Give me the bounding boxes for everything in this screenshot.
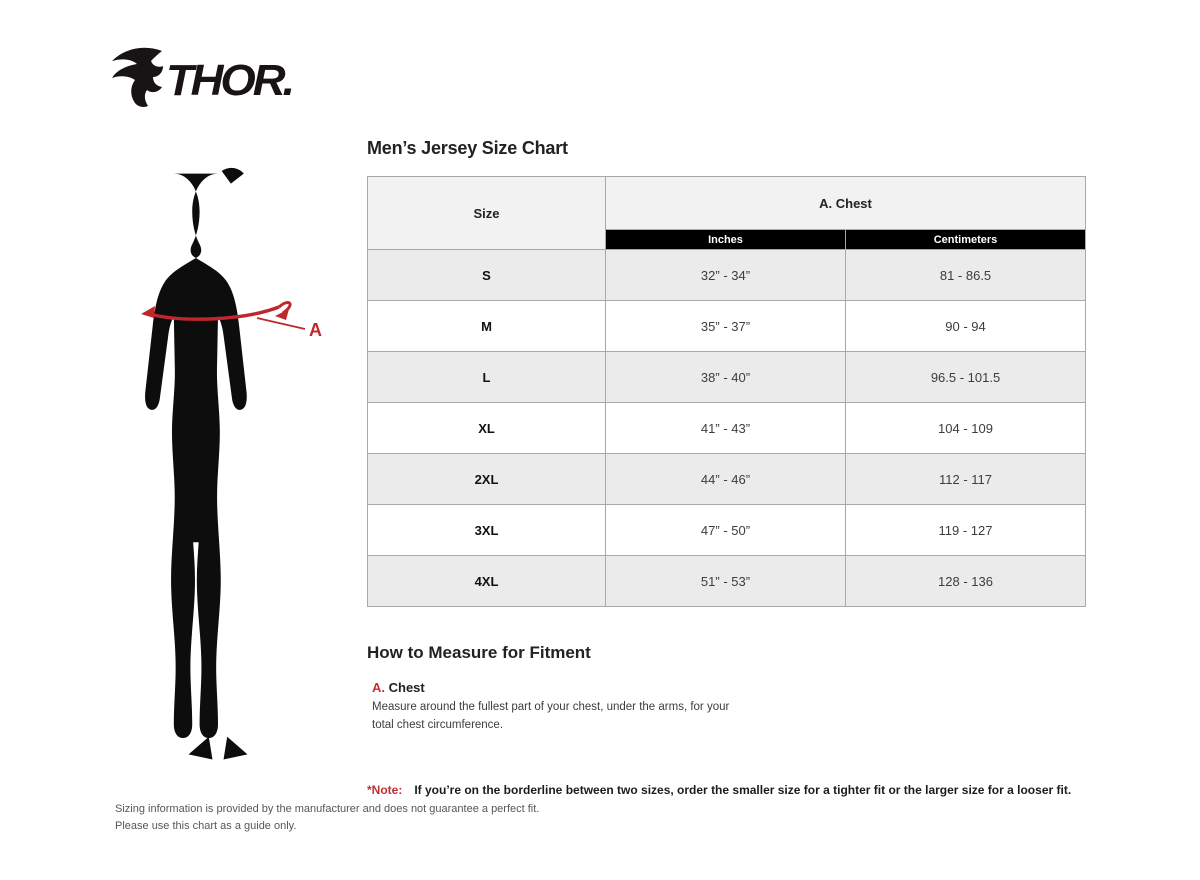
disclaimer-line-2: Please use this chart as a guide only.	[115, 819, 297, 832]
centimeters-value: 112 - 117	[846, 454, 1086, 505]
table-row-l	[368, 352, 1086, 403]
measure-item-label: Chest	[388, 680, 425, 695]
size-label: L	[368, 352, 606, 403]
centimeters-value: 104 - 109	[846, 403, 1086, 454]
column-header-centimeters: Centimeters	[846, 230, 1086, 250]
thor-horned-head-icon	[112, 48, 163, 107]
thor-logo	[110, 44, 295, 108]
measure-item-heading	[372, 680, 1085, 695]
measure-item-description: Measure around the fullest part of your chest, under the arms, for your total chest circumference.	[372, 701, 730, 731]
inches-value: 44” - 46”	[606, 454, 846, 505]
column-header-chest-group: A. Chest	[606, 177, 1086, 230]
inches-value: 51” - 53”	[606, 556, 846, 607]
centimeters-value: 90 - 94	[846, 301, 1086, 352]
column-header-size: Size	[368, 177, 606, 250]
note-text: If you’re on the borderline between two sizes, order the smaller size for a tighter fit or the larger size for a looser fit.	[414, 782, 1072, 797]
standing-male-silhouette-icon	[137, 166, 299, 762]
table-row-2xl	[368, 454, 1086, 505]
table-row-m	[368, 301, 1086, 352]
table-row-3xl	[368, 505, 1086, 556]
inches-value: 35” - 37”	[606, 301, 846, 352]
disclaimer-line-1: Sizing information is provided by the manufacturer and does not guarantee a perfect fit.	[115, 803, 540, 815]
centimeters-value: 81 - 86.5	[846, 250, 1086, 301]
measure-item-chest	[367, 680, 1085, 735]
chest-label-a: A	[309, 320, 322, 340]
centimeters-value: 119 - 127	[846, 505, 1086, 556]
size-label: XL	[368, 403, 606, 454]
centimeters-value: 128 - 136	[846, 556, 1086, 607]
size-chart-table	[367, 176, 1086, 607]
disclaimer	[115, 801, 539, 834]
thor-logo-text: THOR.	[166, 56, 292, 105]
table-row-xl	[368, 403, 1086, 454]
note-label: *Note:	[367, 782, 403, 797]
inches-value: 38” - 40”	[606, 352, 846, 403]
measure-section-title: How to Measure for Fitment	[367, 643, 591, 662]
centimeters-value: 96.5 - 101.5	[846, 352, 1086, 403]
measure-item-key: A.	[372, 680, 385, 695]
size-label: 3XL	[368, 505, 606, 556]
size-label: M	[368, 301, 606, 352]
table-row-4xl	[368, 556, 1086, 607]
size-label: S	[368, 250, 606, 301]
sizing-note	[367, 783, 1085, 797]
size-label: 2XL	[368, 454, 606, 505]
size-chart-content	[367, 138, 1085, 797]
fitment-figure	[137, 166, 347, 764]
inches-value: 41” - 43”	[606, 403, 846, 454]
size-label: 4XL	[368, 556, 606, 607]
column-header-inches: Inches	[606, 230, 846, 250]
table-row-s	[368, 250, 1086, 301]
inches-value: 32” - 34”	[606, 250, 846, 301]
inches-value: 47” - 50”	[606, 505, 846, 556]
page-title: Men’s Jersey Size Chart	[367, 138, 568, 158]
